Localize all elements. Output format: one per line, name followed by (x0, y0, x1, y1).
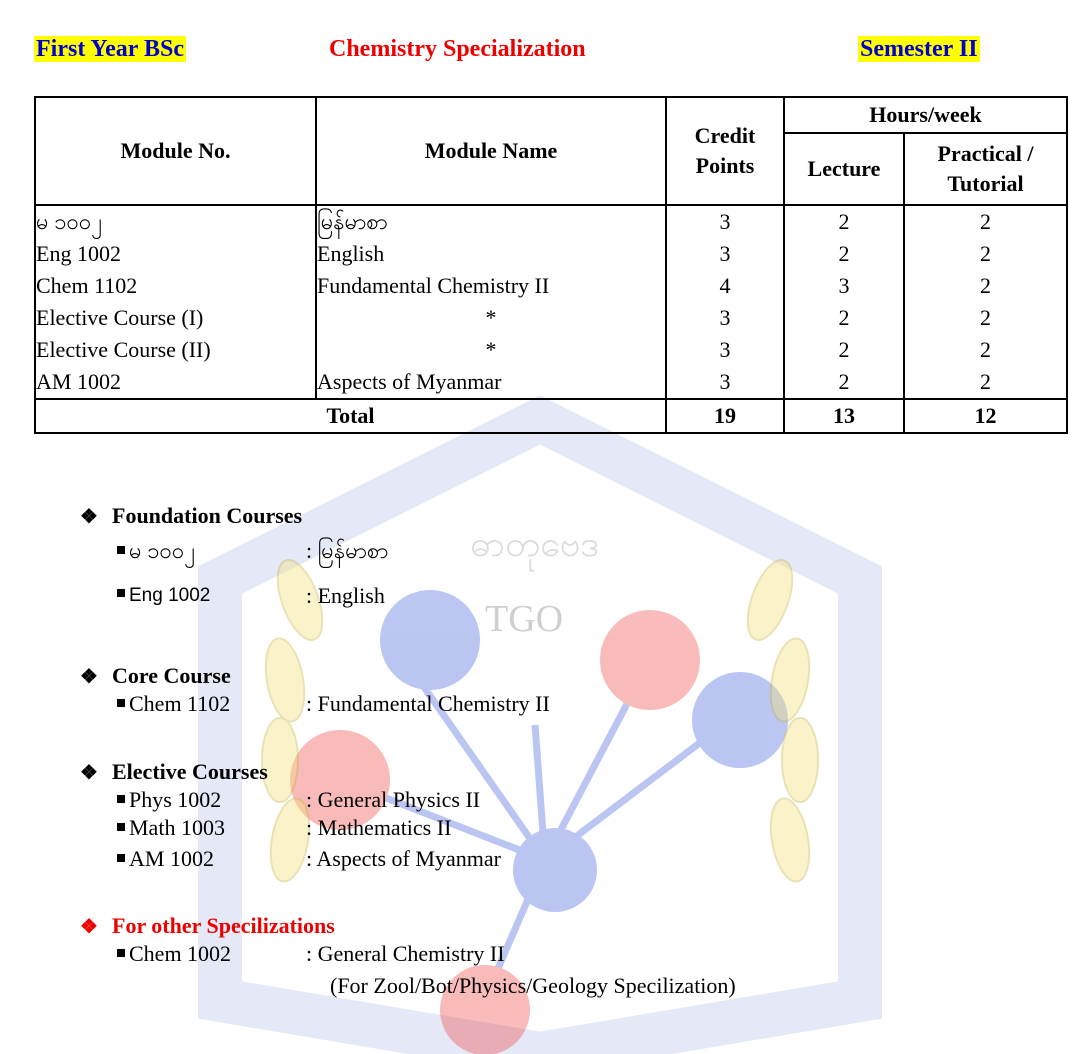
other-specializations-heading: ❖ For other Specilizations (80, 912, 335, 941)
document-page: First Year BSc Chemistry Specialization Semester II Module No. Module Name Credit Points Hours/week Lecture Practical / Tutorial မ ၁၀၀၂ Eng 1002 Chem 1102 Elective Course (I) Elective Course (II) AM 1002 မြန်မာစာ English Fundamental Chemistry II * * Aspects of Myanmar 3 3 4 3 3 3 2 2 3 2 2 2 2 2 2 2 2 2 Total 19 13 12 ❖ Foundation Courses မ ၁၀၀၂ : မြန်မာစာ Eng 1002 : English ❖ Core Course Chem 1102 : Fundamental Chemistry II ❖ Elective Courses Phys 1002 : General Physics II Math 1003 : Mathematics II AM 1002 : Aspects of Myanmar ❖ For other Specilizations Chem 1002 : General Chemistry II (For Zool/Bot/Physics/Geology Specilization) (0, 0, 1084, 1054)
lecture-value: 2 (838, 369, 850, 394)
table-body-row (35, 205, 1067, 399)
square-bullet-icon (117, 699, 125, 707)
module-name: English (317, 241, 385, 266)
credit-value: 4 (719, 273, 731, 298)
practical-value: 2 (980, 337, 991, 362)
square-bullet-icon (117, 795, 125, 803)
practical-value: 2 (980, 209, 991, 234)
module-name: မြန်မာစာ (317, 209, 388, 234)
module-no: မ ၁၀၀၂ (36, 209, 102, 234)
header-credit-points: Credit Points (666, 97, 784, 205)
total-practical: 12 (904, 399, 1067, 433)
practical-value: 2 (980, 273, 991, 298)
credit-value: 3 (719, 369, 731, 394)
credit-value: 3 (719, 305, 731, 330)
module-name: Aspects of Myanmar (317, 369, 502, 394)
practical-value: 2 (980, 305, 991, 330)
total-label: Total (35, 399, 666, 433)
diamond-bullet-icon: ❖ (80, 666, 98, 688)
lecture-value: 3 (838, 273, 850, 298)
core-course-heading: ❖ Core Course (80, 662, 231, 691)
foundation-courses-heading: ❖ Foundation Courses (80, 502, 302, 531)
module-name-column (316, 205, 666, 399)
credit-value: 3 (719, 337, 731, 362)
lecture-value: 2 (838, 337, 850, 362)
watermark-script-text: ဓာတုဗေဒ (470, 524, 599, 564)
module-name: * (485, 305, 497, 330)
module-name: Fundamental Chemistry II (317, 273, 550, 298)
square-bullet-icon (117, 823, 125, 831)
credit-column (666, 205, 784, 399)
module-no: Elective Course (II) (36, 337, 211, 362)
header-lecture: Lecture (784, 133, 904, 205)
header-hours-week: Hours/week (784, 97, 1067, 133)
lecture-column (784, 205, 904, 399)
total-credit: 19 (666, 399, 784, 433)
year-heading: First Year BSc (36, 36, 184, 62)
module-table (34, 96, 1068, 434)
total-row (35, 399, 1067, 433)
module-no-column (35, 205, 316, 399)
square-bullet-icon (117, 589, 125, 597)
practical-value: 2 (980, 241, 991, 266)
header-module-name: Module Name (316, 97, 666, 205)
specialization-heading: Chemistry Specialization (329, 36, 586, 62)
module-no: Chem 1102 (36, 273, 138, 298)
lecture-value: 2 (838, 305, 850, 330)
diamond-bullet-icon: ❖ (80, 916, 98, 938)
semester-heading: Semester II (860, 36, 978, 62)
specialization-note: (For Zool/Bot/Physics/Geology Specilization) (330, 973, 736, 998)
module-no: AM 1002 (36, 369, 121, 394)
lecture-value: 2 (838, 209, 850, 234)
credit-value: 3 (719, 209, 731, 234)
practical-column (904, 205, 1067, 399)
total-lecture: 13 (784, 399, 904, 433)
credit-value: 3 (719, 241, 731, 266)
lecture-value: 2 (838, 241, 850, 266)
header-module-no: Module No. (35, 97, 316, 205)
watermark-tgo-text: TGO (485, 598, 564, 640)
elective-courses-heading: ❖ Elective Courses (80, 758, 268, 787)
module-no: Eng 1002 (36, 241, 121, 266)
square-bullet-icon (117, 949, 125, 957)
module-name: * (485, 337, 497, 362)
diamond-bullet-icon: ❖ (80, 762, 98, 784)
practical-value: 2 (980, 369, 991, 394)
square-bullet-icon (117, 546, 125, 554)
module-no: Elective Course (I) (36, 305, 204, 330)
diamond-bullet-icon: ❖ (80, 506, 98, 528)
square-bullet-icon (117, 854, 125, 862)
header-practical: Practical / Tutorial (904, 133, 1067, 205)
